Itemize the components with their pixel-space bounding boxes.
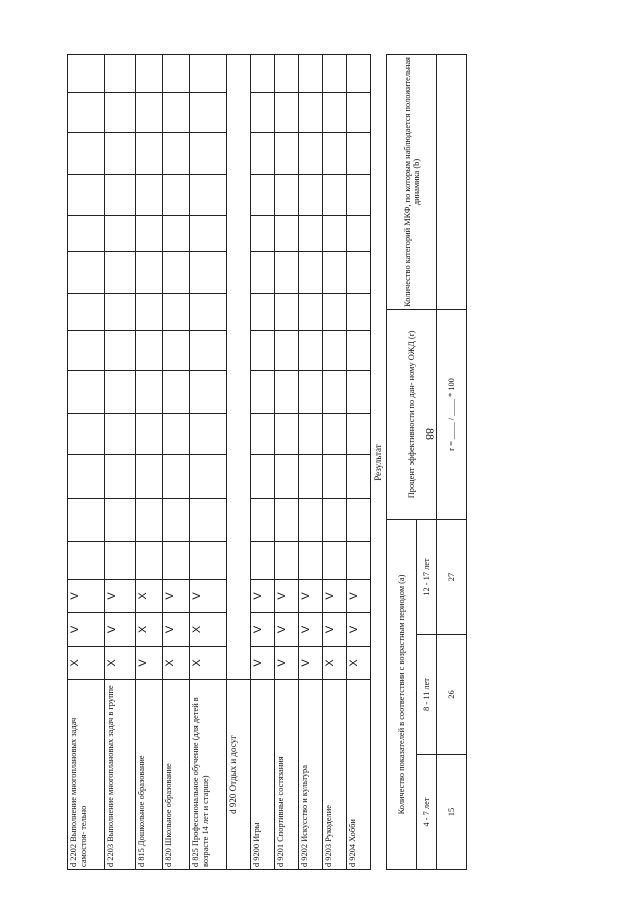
assessment-cell (323, 331, 347, 371)
table-row (275, 55, 299, 870)
assessment-cell (163, 331, 190, 371)
assessment-cell (68, 499, 105, 542)
assessment-cell (323, 216, 347, 252)
assessment-cell (299, 371, 323, 414)
assessment-cell (136, 252, 163, 294)
assessment-cell (323, 542, 347, 580)
rotated-assessment-sheet (67, 55, 478, 870)
assessment-cell (347, 542, 371, 580)
assessment-cell (299, 216, 323, 252)
assessment-cell (323, 499, 347, 542)
assessment-cell (347, 133, 371, 175)
assessment-cell (136, 455, 163, 499)
count-value: 26 (437, 635, 467, 755)
row-label: d 820 Школьное образование (163, 680, 190, 870)
assessment-cell (163, 175, 190, 216)
section-label: d 920 Отдых и досуг (227, 680, 251, 870)
assessment-cell (275, 216, 299, 252)
assessment-cell (136, 216, 163, 252)
assessment-cell (136, 55, 163, 93)
row-label: d 2202 Выполнение многоплановых задач самостоя- тельно (68, 680, 105, 870)
assessment-cell (136, 542, 163, 580)
assessment-cell (323, 55, 347, 93)
age-mark: V (251, 580, 275, 613)
assessment-cell (251, 252, 275, 294)
assessment-cell (347, 499, 371, 542)
assessment-cell (299, 499, 323, 542)
assessment-cell (323, 455, 347, 499)
assessment-cell (323, 175, 347, 216)
table-row (323, 55, 347, 870)
age-mark: V (299, 647, 323, 680)
assessment-cell (105, 414, 136, 455)
row-label: d 9200 Игры (251, 680, 275, 870)
age-mark: X (163, 647, 190, 680)
assessment-table (67, 54, 371, 870)
assessment-cell (105, 55, 136, 93)
assessment-cell (299, 455, 323, 499)
assessment-cell (163, 294, 190, 331)
age-mark: V (323, 580, 347, 613)
percent-header: Процент эффективности по дан- ному ОЖД (r) (387, 309, 437, 519)
assessment-cell (347, 294, 371, 331)
age-mark: V (190, 580, 227, 613)
age-mark: V (68, 580, 105, 613)
age-group-label: 12 - 17 лет (417, 519, 437, 634)
assessment-cell (163, 55, 190, 93)
age-mark: V (163, 613, 190, 647)
assessment-cell (105, 542, 136, 580)
assessment-cell (163, 414, 190, 455)
row-label: d 2203 Выполнение многоплановых задач в группе (105, 680, 136, 870)
age-mark: V (299, 580, 323, 613)
age-mark: V (105, 613, 136, 647)
assessment-cell (163, 93, 190, 133)
row-label: d 825 Профессиональное обучение (для детей в возрасте 14 лет и старше) (190, 680, 227, 870)
row-label: d 815 Дошкольное образование (136, 680, 163, 870)
assessment-cell (190, 455, 227, 499)
assessment-cell (251, 542, 275, 580)
age-mark: X (190, 613, 227, 647)
table-row (136, 55, 163, 870)
age-mark: X (136, 580, 163, 613)
assessment-cell (68, 55, 105, 93)
assessment-cell (299, 252, 323, 294)
age-mark: X (136, 613, 163, 647)
age-mark: X (190, 647, 227, 680)
age-mark: V (136, 647, 163, 680)
age-mark: V (323, 613, 347, 647)
age-group-label: 4 - 7 лет (417, 755, 437, 870)
assessment-cell (275, 499, 299, 542)
assessment-cell (275, 252, 299, 294)
assessment-cell (136, 93, 163, 133)
assessment-cell (323, 133, 347, 175)
assessment-cell (190, 252, 227, 294)
assessment-cell (68, 371, 105, 414)
assessment-cell (136, 175, 163, 216)
assessment-cell (190, 542, 227, 580)
assessment-cell (275, 455, 299, 499)
age-mark: V (275, 647, 299, 680)
table-row (105, 55, 136, 870)
table-row (347, 55, 371, 870)
assessment-cell (251, 175, 275, 216)
assessment-cell (163, 542, 190, 580)
assessment-cell (299, 331, 323, 371)
assessment-cell (190, 371, 227, 414)
result-table (386, 54, 467, 870)
assessment-cell (299, 294, 323, 331)
assessment-cell (347, 455, 371, 499)
row-label: d 9204 Хобби (347, 680, 371, 870)
assessment-cell (136, 371, 163, 414)
count-header: Количество показателей в соответствии с возрастным периодом (а) (387, 519, 417, 869)
assessment-cell (347, 175, 371, 216)
count-value: 15 (437, 755, 467, 870)
assessment-cell (251, 371, 275, 414)
assessment-cell (190, 93, 227, 133)
assessment-cell (190, 499, 227, 542)
assessment-cell (190, 294, 227, 331)
mkf-header: Количество категорий МКФ, по которым наблюдается положительная динамика (b) (387, 54, 437, 309)
assessment-cell (68, 93, 105, 133)
assessment-cell (299, 55, 323, 93)
age-mark: X (347, 647, 371, 680)
table-row (163, 55, 190, 870)
assessment-cell (68, 542, 105, 580)
assessment-cell (251, 294, 275, 331)
age-mark: V (299, 613, 323, 647)
assessment-cell (323, 93, 347, 133)
assessment-cell (347, 252, 371, 294)
age-mark: V (275, 580, 299, 613)
section-empty (227, 55, 251, 680)
assessment-cell (163, 216, 190, 252)
table-row (251, 55, 275, 870)
table-row (68, 55, 105, 870)
assessment-cell (68, 175, 105, 216)
age-mark: X (105, 647, 136, 680)
assessment-cell (136, 331, 163, 371)
assessment-cell (347, 371, 371, 414)
assessment-cell (251, 216, 275, 252)
assessment-cell (251, 133, 275, 175)
age-mark: V (275, 613, 299, 647)
table-row (190, 55, 227, 870)
assessment-cell (347, 414, 371, 455)
assessment-cell (105, 216, 136, 252)
assessment-cell (299, 93, 323, 133)
table-row (299, 55, 323, 870)
page-number: 88 (423, 428, 437, 440)
assessment-cell (323, 252, 347, 294)
age-mark: V (68, 613, 105, 647)
assessment-cell (105, 133, 136, 175)
assessment-cell (275, 175, 299, 216)
assessment-cell (105, 294, 136, 331)
assessment-cell (299, 175, 323, 216)
assessment-cell (251, 93, 275, 133)
assessment-cell (323, 414, 347, 455)
assessment-cell (105, 175, 136, 216)
row-label: d 9202 Искусство и культура (299, 680, 323, 870)
age-mark: V (347, 580, 371, 613)
assessment-cell (105, 371, 136, 414)
row-label: d 9203 Рукоделие (323, 680, 347, 870)
assessment-cell (163, 252, 190, 294)
assessment-cell (251, 499, 275, 542)
assessment-cell (136, 294, 163, 331)
age-mark: V (251, 647, 275, 680)
age-mark: V (105, 580, 136, 613)
assessment-cell (347, 331, 371, 371)
assessment-cell (136, 414, 163, 455)
assessment-cell (105, 455, 136, 499)
assessment-cell (68, 294, 105, 331)
age-mark: V (163, 580, 190, 613)
assessment-cell (190, 55, 227, 93)
assessment-cell (275, 55, 299, 93)
assessment-cell (275, 414, 299, 455)
age-group-label: 8 - 11 лет (417, 635, 437, 755)
assessment-cell (163, 371, 190, 414)
assessment-cell (299, 414, 323, 455)
assessment-cell (190, 133, 227, 175)
assessment-cell (275, 133, 299, 175)
assessment-cell (68, 252, 105, 294)
assessment-cell (347, 55, 371, 93)
assessment-cell (275, 294, 299, 331)
assessment-cell (105, 93, 136, 133)
assessment-cell (190, 175, 227, 216)
assessment-cell (299, 133, 323, 175)
assessment-cell (68, 414, 105, 455)
assessment-cell (251, 331, 275, 371)
assessment-cell (347, 93, 371, 133)
assessment-cell (163, 455, 190, 499)
count-value: 27 (437, 519, 467, 634)
result-title: Результат (373, 444, 383, 481)
assessment-cell (68, 133, 105, 175)
assessment-cell (136, 499, 163, 542)
assessment-cell (323, 294, 347, 331)
assessment-cell (68, 216, 105, 252)
assessment-cell (190, 331, 227, 371)
mkf-value (437, 54, 467, 309)
assessment-cell (275, 371, 299, 414)
age-mark: X (68, 647, 105, 680)
formula: r = ____ / ____ * 100 (437, 309, 467, 519)
assessment-cell (275, 93, 299, 133)
assessment-cell (347, 216, 371, 252)
row-label: d 9201 Спортивные состязания (275, 680, 299, 870)
assessment-cell (68, 331, 105, 371)
assessment-cell (105, 252, 136, 294)
assessment-cell (68, 455, 105, 499)
assessment-cell (163, 133, 190, 175)
assessment-cell (136, 133, 163, 175)
assessment-cell (251, 414, 275, 455)
assessment-cell (323, 371, 347, 414)
assessment-cell (190, 414, 227, 455)
assessment-cell (275, 331, 299, 371)
assessment-cell (105, 499, 136, 542)
assessment-cell (163, 499, 190, 542)
section-row (227, 55, 251, 870)
age-mark: V (347, 613, 371, 647)
assessment-table-body (68, 55, 371, 870)
age-mark: X (323, 647, 347, 680)
assessment-cell (251, 455, 275, 499)
assessment-cell (299, 542, 323, 580)
assessment-cell (105, 331, 136, 371)
assessment-cell (275, 542, 299, 580)
age-mark: V (251, 613, 275, 647)
assessment-cell (251, 55, 275, 93)
assessment-cell (190, 216, 227, 252)
